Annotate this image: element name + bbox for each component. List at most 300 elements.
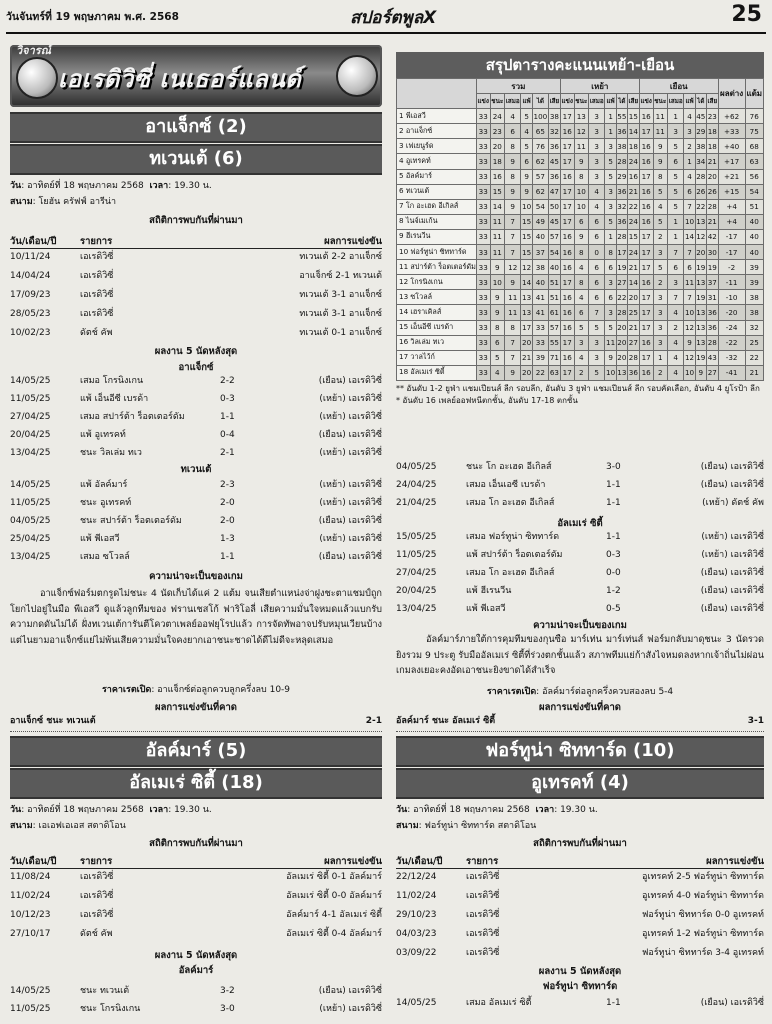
col-date: วัน/เดือน/ปี [10, 236, 57, 247]
stat-cell: 21 [706, 154, 718, 169]
stat-cell: 24 [627, 214, 639, 229]
stat-cell: 21 [627, 184, 639, 199]
stat-cell: 25 [627, 305, 639, 320]
prediction-text-2: อัลค์มาร์ ชนะ อัลเมเร่ ซิตี้ [396, 716, 496, 726]
form-date: 25/04/25 [10, 534, 51, 544]
h2h-date: 11/08/24 [10, 872, 51, 882]
date-label-2: วัน [10, 805, 22, 815]
stat-cell: 40 [532, 229, 548, 244]
match-datetime [10, 178, 382, 192]
stat-cell: 2 [653, 365, 667, 380]
time-label-3: เวลา [535, 805, 555, 815]
h2h-result: ทเวนเต้ 3-1 อาแจ็กซ์ [299, 290, 382, 300]
h2h-result: ฟอร์ทูน่า ซิททาร์ด 3-4 อูเทรคท์ [642, 948, 764, 958]
stat-cell: +4 [718, 199, 745, 214]
header-rule [6, 32, 766, 34]
stat-cell: 14 [521, 275, 532, 290]
stat-cell: 20 [521, 335, 532, 350]
stat-cell: 6 [490, 335, 504, 350]
h2h-competition: เอเรดิวิซี่ [466, 948, 500, 958]
stat-cell: 14 [627, 275, 639, 290]
match-time-2: : 19.30 น. [168, 805, 212, 815]
form-row [396, 476, 764, 494]
stat-cell: 76 [745, 109, 764, 124]
odds-label: ราคาเรตเปิด [101, 685, 152, 695]
standings-row [397, 290, 764, 305]
h2h-row [396, 868, 764, 887]
stat-cell: 5 [653, 184, 667, 199]
form-result: เสมอ ซโวลล์ [80, 552, 130, 562]
stat-cell: 10 [574, 199, 588, 214]
stat-cell: 3 [653, 290, 667, 305]
form-row [396, 994, 764, 1012]
stat-cell: 42 [706, 229, 718, 244]
odds-line-2 [396, 684, 764, 698]
venue-name-3: : ฟอร์ทูน่า ซิททาร์ด สตาดิโอน [418, 821, 537, 831]
stat-cell: 5 [521, 139, 532, 154]
sub-header: เสีย [706, 94, 718, 109]
venue-name: : โยฮัน ครัฟฟ์ อารีน่า [32, 197, 117, 207]
h2h-competition: เอเรดิวิซี่ [466, 910, 500, 920]
stat-cell: 4 [504, 109, 521, 124]
h2h-competition: เอเรดิวิซี่ [80, 290, 114, 300]
stat-cell: 18 [490, 154, 504, 169]
team-name: 12 โกรนิงเกน [397, 275, 477, 290]
stat-cell: 17 [639, 260, 653, 275]
stat-cell: 22 [616, 290, 627, 305]
stat-cell: 37 [532, 245, 548, 260]
h2h-result: อัลเมเร่ ซิตี้ 0-0 อัลค์มาร์ [286, 891, 382, 901]
standings-row [397, 229, 764, 244]
stat-cell: 24 [627, 154, 639, 169]
form-title-2: ผลงาน 5 นัดหลังสุด [154, 950, 238, 961]
stat-cell: 5 [605, 169, 616, 184]
match-venue [10, 194, 116, 208]
stat-cell: 6 [605, 260, 616, 275]
h2h-row [10, 248, 382, 267]
stat-cell: 5 [588, 320, 605, 335]
standings-row [397, 245, 764, 260]
form-result: แพ้ สปาร์ต้า ร็อตเตอร์ดัม [466, 550, 563, 560]
away-form-list [10, 476, 382, 566]
page-header [0, 0, 772, 40]
stat-cell: 26 [706, 184, 718, 199]
stat-cell: 33 [476, 305, 490, 320]
team-name: 17 วาลไว้ก์ [397, 350, 477, 365]
stat-cell: 16 [639, 109, 653, 124]
h2h-competition: เอเรดิวิซี่ [466, 929, 500, 939]
form-result: แพ้ เอ็นอีซี เบรด้า [80, 394, 149, 404]
h2h-list-3 [396, 868, 764, 963]
h2h-row [10, 868, 382, 887]
stat-cell: 4 [574, 290, 588, 305]
form-row [396, 546, 764, 564]
stat-cell: 9 [653, 139, 667, 154]
stat-cell: 6 [521, 154, 532, 169]
form-date: 04/05/25 [396, 462, 437, 472]
stat-cell: 5 [574, 320, 588, 335]
date-label: วัน [10, 181, 22, 191]
stat-cell: 18 [627, 139, 639, 154]
form-venue: (เยือน) เอเรดิวิซี่ [318, 552, 382, 562]
stat-cell: 5 [605, 214, 616, 229]
stat-cell: 11 [653, 124, 667, 139]
stat-cell: 10 [605, 365, 616, 380]
team-name: 9 ฮีเรนวีน [397, 229, 477, 244]
stat-cell: 16 [560, 320, 574, 335]
form-venue: (เยือน) เอเรดิวิซี่ [318, 516, 382, 526]
stat-cell: 17 [639, 229, 653, 244]
team-name: 16 วิลเล่ม ทเว [397, 335, 477, 350]
stat-cell: 37 [706, 275, 718, 290]
stat-cell: 10 [684, 365, 695, 380]
stat-cell: 7 [684, 199, 695, 214]
h2h-result: อูเทรคท์ 2-5 ฟอร์ทูน่า ซิททาร์ด [642, 872, 764, 882]
col-competition-2: รายการ [80, 856, 113, 867]
stat-cell: 6 [588, 214, 605, 229]
stat-cell: 1 [667, 214, 684, 229]
group-home: เหย้า [560, 79, 639, 94]
stat-cell: 17 [616, 245, 627, 260]
stat-cell: 9 [521, 169, 532, 184]
stat-cell: 33 [476, 109, 490, 124]
form-date: 13/04/25 [10, 448, 51, 458]
form-result: เสมอ เอ็นเอซี เบรด้า [466, 480, 546, 490]
stat-cell: 5 [605, 154, 616, 169]
h2h-header-3 [396, 854, 764, 869]
stat-cell: 10 [521, 199, 532, 214]
stat-cell: 1 [605, 109, 616, 124]
stat-cell: 16 [639, 275, 653, 290]
h2h-date: 10/12/23 [10, 910, 51, 920]
sub-header: แข่ง [560, 94, 574, 109]
h2h-competition: เอเรดิวิซี่ [466, 872, 500, 882]
stat-cell: 13 [521, 290, 532, 305]
stat-cell: 20 [616, 350, 627, 365]
stat-cell: 6 [574, 214, 588, 229]
match-date-3: : อาทิตย์ที่ 18 พฤษภาคม 2568 [407, 805, 530, 815]
stat-cell: 55 [549, 335, 561, 350]
stat-cell: 50 [549, 199, 561, 214]
stat-cell: 3 [605, 199, 616, 214]
stat-cell: 38 [745, 290, 764, 305]
stat-cell: 7 [667, 245, 684, 260]
stat-cell: 11 [653, 109, 667, 124]
page-number: 25 [731, 2, 762, 27]
form-venue: (เยือน) เอเรดิวิซี่ [700, 604, 764, 614]
form-row [10, 548, 382, 566]
h2h-result: ฟอร์ทูน่า ซิททาร์ด 0-0 อูเทรคท์ [642, 910, 764, 920]
stat-cell: 14 [490, 199, 504, 214]
stat-cell: 27 [616, 275, 627, 290]
stat-cell: 29 [695, 124, 706, 139]
form-row [10, 1000, 382, 1018]
stat-cell: 15 [521, 229, 532, 244]
standings-title: สรุปตารางคะแนนเหย้า-เยือน [396, 52, 764, 78]
stat-cell: 3 [605, 275, 616, 290]
form-result: แพ้ อูเทรคท์ [80, 430, 126, 440]
venue-label-3: สนาม [396, 821, 419, 831]
form-result: เสมอ โกรนิงเกน [80, 376, 144, 386]
col-date-2: วัน/เดือน/ปี [10, 856, 57, 867]
form-date: 11/05/25 [10, 394, 51, 404]
stat-cell: 33 [476, 260, 490, 275]
col-points: แต้ม [745, 79, 764, 109]
stat-cell: 62 [532, 154, 548, 169]
stat-cell: 38 [549, 109, 561, 124]
stat-cell: 6 [574, 305, 588, 320]
home-team-bar-2: อัลค์มาร์ (5) [10, 736, 382, 767]
stat-cell: 16 [560, 124, 574, 139]
outlook-title-2: ความน่าจะเป็นของเกม [533, 620, 627, 631]
stat-cell: 38 [695, 139, 706, 154]
form-row [10, 444, 382, 462]
stat-cell: 45 [549, 214, 561, 229]
h2h-date: 29/10/23 [396, 910, 437, 920]
stat-cell: -17 [718, 245, 745, 260]
stat-cell: 16 [639, 365, 653, 380]
stat-cell: 20 [706, 169, 718, 184]
form-venue: (เยือน) เอเรดิวิซี่ [700, 586, 764, 596]
stat-cell: 36 [549, 139, 561, 154]
h2h-result: ทเวนเต้ 2-2 อาแจ็กซ์ [299, 252, 382, 262]
stat-cell: 36 [549, 169, 561, 184]
form-score: 1-1 [606, 998, 621, 1008]
home-form-list-2 [10, 982, 382, 1018]
stat-cell: 20 [490, 139, 504, 154]
stat-cell: 8 [504, 169, 521, 184]
stat-cell: 17 [560, 199, 574, 214]
stat-cell: 3 [667, 124, 684, 139]
standings-row [397, 260, 764, 275]
sub-header: ได้ [532, 94, 548, 109]
stat-cell: 5 [667, 139, 684, 154]
form-result: เสมอ ฟอร์ทูน่า ซิททาร์ด [466, 532, 560, 542]
form-venue: (เหย้า) เอเรดิวิซี่ [701, 532, 764, 542]
league-banner [10, 45, 382, 107]
football-icon [16, 57, 58, 99]
h2h-result: อัลค์มาร์ 4-1 อัลเมเร่ ซิตี้ [286, 910, 382, 920]
stat-cell: 3 [605, 184, 616, 199]
form-date: 04/05/25 [10, 516, 51, 526]
sub-header: เสีย [627, 94, 639, 109]
stat-cell: 22 [745, 350, 764, 365]
sub-header: ได้ [695, 94, 706, 109]
prediction-row-2 [396, 712, 764, 732]
banner-title: เอเรดิวิซี่ เนเธอร์แลนด์ [58, 65, 302, 93]
right-form-list [396, 458, 764, 512]
stat-cell: +21 [718, 169, 745, 184]
h2h-result: อัลเมเร่ ซิตี้ 0-1 อัลค์มาร์ [286, 872, 382, 882]
stat-cell: 20 [521, 365, 532, 380]
outlook-title: ความน่าจะเป็นของเกม [149, 571, 243, 582]
stat-cell: 40 [549, 260, 561, 275]
form-result: แพ้ ฮีเรนวีน [466, 586, 512, 596]
stat-cell: 6 [605, 290, 616, 305]
stat-cell: 7 [504, 229, 521, 244]
stat-cell: 57 [549, 229, 561, 244]
form-score: 1-1 [606, 480, 621, 490]
stat-cell: 16 [560, 229, 574, 244]
form-result: เสมอ สปาร์ต้า ร็อตเตอร์ดัม [80, 412, 185, 422]
form-venue: (เหย้า) เอเรดิวิซี่ [319, 394, 382, 404]
home-form-team-3: ฟอร์ทูน่า ซิททาร์ด [542, 981, 618, 992]
stat-cell: 20 [616, 335, 627, 350]
stat-cell: 55 [616, 109, 627, 124]
stat-cell: 9 [684, 335, 695, 350]
sub-header: ได้ [616, 94, 627, 109]
form-score: 0-4 [220, 430, 235, 440]
stat-cell: 36 [627, 365, 639, 380]
stat-cell: 13 [521, 305, 532, 320]
h2h-header [10, 234, 382, 249]
stat-cell: -32 [718, 350, 745, 365]
sub-header: แข่ง [639, 94, 653, 109]
stat-cell: +17 [718, 154, 745, 169]
form-row [10, 408, 382, 426]
stat-cell: 20 [627, 290, 639, 305]
sub-header: แพ้ [684, 94, 695, 109]
stat-cell: 33 [476, 139, 490, 154]
h2h-row [10, 267, 382, 286]
stat-cell: 4 [521, 124, 532, 139]
stat-cell: 11 [490, 245, 504, 260]
stat-cell: 13 [695, 305, 706, 320]
stat-cell: 12 [574, 124, 588, 139]
stat-cell: 51 [745, 199, 764, 214]
stat-cell: 16 [560, 350, 574, 365]
stat-cell: 1 [605, 124, 616, 139]
stat-cell: 9 [605, 350, 616, 365]
h2h-result: อัลเมเร่ ซิตี้ 0-4 อัลค์มาร์ [286, 929, 382, 939]
stat-cell: 6 [588, 229, 605, 244]
venue-label-2: สนาม [10, 821, 33, 831]
stat-cell: 17 [521, 320, 532, 335]
stat-cell: 33 [476, 335, 490, 350]
prediction-score-2: 3-1 [747, 716, 764, 726]
stat-cell: 24 [627, 245, 639, 260]
odds-value: : อาแจ็กซ์ต่อลูกควบลูกครึ่งลบ 10-9 [151, 685, 291, 695]
stat-cell: 1 [684, 154, 695, 169]
stat-cell: 15 [490, 184, 504, 199]
stat-cell: 39 [532, 350, 548, 365]
stat-cell: 28 [706, 199, 718, 214]
form-score: 2-0 [220, 498, 235, 508]
stat-cell: 31 [706, 290, 718, 305]
form-date: 14/05/25 [10, 986, 51, 996]
form-score: 3-2 [220, 986, 235, 996]
form-score: 2-3 [220, 480, 235, 490]
stat-cell: 13 [616, 365, 627, 380]
form-result: เสมอ โก อะเฮด อีเกิลส์ [466, 568, 555, 578]
col-result: ผลการแข่งขัน [324, 236, 382, 247]
stat-cell: 32 [549, 124, 561, 139]
stat-cell: 17 [560, 184, 574, 199]
form-date: 14/05/25 [396, 998, 437, 1008]
stat-cell: 10 [574, 184, 588, 199]
stat-cell: 23 [706, 109, 718, 124]
standings-row [397, 169, 764, 184]
stat-cell: 15 [627, 109, 639, 124]
sub-header: เสมอ [588, 94, 605, 109]
stat-cell: 41 [532, 305, 548, 320]
stat-cell: 39 [745, 260, 764, 275]
stat-cell: 28 [616, 154, 627, 169]
stat-cell: 19 [616, 260, 627, 275]
stat-cell: 5 [653, 260, 667, 275]
form-result: ชนะ โกรนิงเกน [80, 1004, 141, 1014]
stat-cell: 1 [653, 350, 667, 365]
team-name: 8 ไนจ์เมเก้น [397, 214, 477, 229]
stat-cell: 17 [639, 305, 653, 320]
stat-cell: 40 [745, 214, 764, 229]
stat-cell: 100 [532, 109, 548, 124]
stat-cell: 9 [504, 365, 521, 380]
stat-cell: 9 [504, 199, 521, 214]
stat-cell: 22 [627, 199, 639, 214]
form-score: 2-1 [220, 448, 235, 458]
form-score: 1-1 [606, 532, 621, 542]
stat-cell: 13 [695, 275, 706, 290]
form-date: 14/05/25 [10, 480, 51, 490]
stat-cell: 3 [588, 335, 605, 350]
form-venue: (เหย้า) เอเรดิวิซี่ [319, 448, 382, 458]
stat-cell: 9 [653, 154, 667, 169]
stat-cell: 54 [745, 184, 764, 199]
stat-cell: 16 [560, 305, 574, 320]
prediction-title: ผลการแข่งขันที่คาด [155, 702, 237, 713]
h2h-row [10, 324, 382, 343]
stat-cell: 22 [532, 365, 548, 380]
stat-cell: 17 [639, 290, 653, 305]
form-date: 20/04/25 [10, 430, 51, 440]
stat-cell: 4 [684, 109, 695, 124]
form-row [396, 600, 764, 618]
stat-cell: 9 [574, 229, 588, 244]
stat-cell: 14 [684, 229, 695, 244]
stat-cell: 33 [476, 214, 490, 229]
stat-cell: 3 [653, 320, 667, 335]
stat-cell: 57 [549, 320, 561, 335]
stat-cell: 9 [574, 154, 588, 169]
home-team-bar: อาแจ็กซ์ (2) [10, 112, 382, 143]
form-score: 3-0 [220, 1004, 235, 1014]
form-row [396, 528, 764, 546]
stat-cell: +33 [718, 124, 745, 139]
stat-cell: 28 [706, 335, 718, 350]
form-date: 14/05/25 [10, 376, 51, 386]
form-venue: (เหย้า) เอเรดิวิซี่ [319, 480, 382, 490]
col-date-3: วัน/เดือน/ปี [396, 856, 443, 867]
form-venue: (เหย้า) ดัตช์ คัพ [702, 498, 764, 508]
form-result: เสมอ โก อะเฮด อีเกิลส์ [466, 498, 555, 508]
stat-cell: 17 [560, 154, 574, 169]
form-venue: (เหย้า) เอเรดิวิซี่ [319, 412, 382, 422]
home-form-team-2: อัลค์มาร์ [178, 965, 214, 976]
stat-cell: 38 [616, 139, 627, 154]
stat-cell: 4 [667, 305, 684, 320]
stat-cell: 10 [684, 305, 695, 320]
form-venue: (เยือน) เอเรดิวิซี่ [318, 430, 382, 440]
stat-cell: 63 [549, 365, 561, 380]
stat-cell: 21 [521, 350, 532, 365]
sub-header: เสมอ [504, 94, 521, 109]
stat-cell: 11 [504, 305, 521, 320]
standings-table [396, 52, 764, 407]
form-score: 0-3 [220, 394, 235, 404]
home-team-bar-3: ฟอร์ทูน่า ซิททาร์ด (10) [396, 736, 764, 767]
stat-cell: 29 [616, 169, 627, 184]
